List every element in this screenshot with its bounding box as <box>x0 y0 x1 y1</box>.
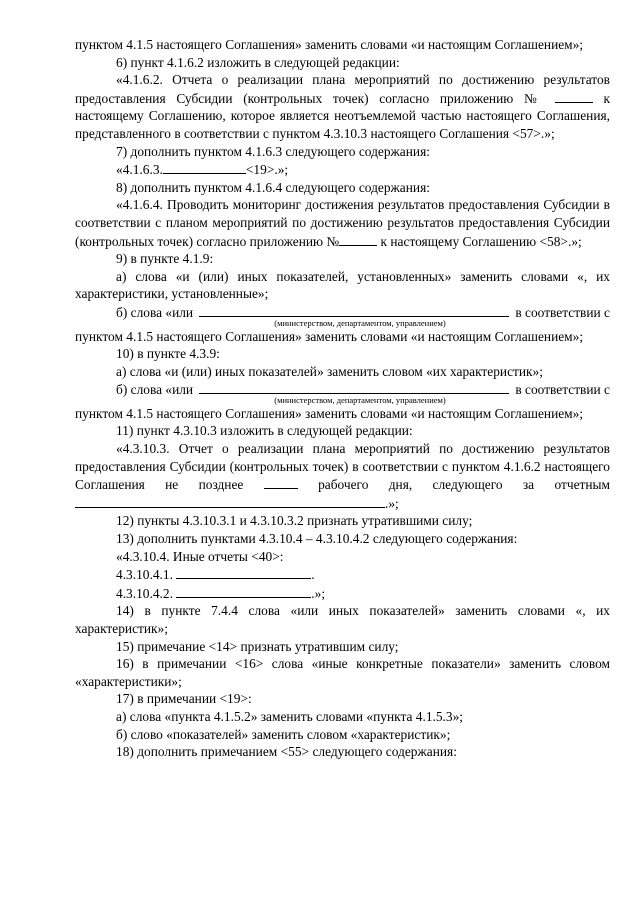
paragraph-24: 15) примечание <14> признать утратившим силу; <box>116 638 399 654</box>
paragraph-20: «4.3.10.4. Иные отчеты <40>: <box>116 548 284 564</box>
blank-field <box>176 584 311 598</box>
paragraph-3-text: «4.1.6.2. Отчета о реализации плана мероприятий по достижению результатов предоставления Субсидии (контрольных точек) согласно приложению № <box>75 72 610 106</box>
paragraph-12: 10) в пункте 4.3.9: <box>116 346 220 362</box>
paragraph-22-text-a: 4.3.10.4.2. <box>116 585 173 601</box>
paragraph-11: пунктом 4.1.5 настоящего Соглашения» заменить словами «и настоящим Соглашением»; <box>75 328 584 344</box>
paragraph-10-text-b: в соответствии с <box>515 304 610 320</box>
paragraph-29: 18) дополнить примечанием <55> следующего содержания: <box>116 744 457 760</box>
blank-field <box>176 565 311 579</box>
paragraph-15: пунктом 4.1.5 настоящего Соглашения» заменить словами «и настоящим Соглашением»; <box>75 405 584 421</box>
paragraph-3 <box>75 71 610 142</box>
paragraph-27: а) слова «пункта 4.1.5.2» заменить словами «пункта 4.1.5.3»; <box>116 708 464 724</box>
blank-field <box>199 380 509 394</box>
paragraph-5 <box>75 160 610 179</box>
blank-field <box>199 303 509 317</box>
paragraph-25: 16) в примечании <16> слова «иные конкретные показатели» заменить словом «характеристики»; <box>75 656 610 689</box>
paragraph-26: 17) в примечании <19>: <box>116 691 252 707</box>
paragraph-9: а) слова «и (или) иных показателей, установленных» заменить словами «, их характеристики, установленные»; <box>75 268 610 302</box>
paragraph-14-text-b: в соответствии с <box>515 382 610 398</box>
blank-field <box>163 160 246 174</box>
field-hint-2: (министерством, департаментом, управлением) <box>274 394 446 405</box>
blank-field <box>339 232 377 246</box>
paragraph-21-text-b: . <box>311 567 315 583</box>
paragraph-8: 9) в пункте 4.1.9: <box>116 251 214 267</box>
paragraph-6: 8) дополнить пунктом 4.1.6.4 следующего содержания: <box>116 179 430 195</box>
paragraph-1: пунктом 4.1.5 настоящего Соглашения» заменить словами «и настоящим Соглашением»; <box>75 37 584 52</box>
paragraph-7-text-b: к настоящему Соглашению <58>.»; <box>380 233 582 249</box>
paragraph-22 <box>75 584 610 603</box>
paragraph-7-text: «4.1.6.4. Проводить мониторинг достижения результатов предоставления Субсидии в соответствии с планом мероприятий по достижению результатов предоставления Субсидии (контрольных точек) согласно приложению № <box>75 197 610 249</box>
paragraph-5-text-b: <19>.»; <box>245 162 289 178</box>
blank-field <box>264 475 298 489</box>
paragraph-22-text-b: .»; <box>311 585 326 601</box>
paragraph-21-text-a: 4.3.10.4.1. <box>116 567 173 583</box>
paragraph-16: 11) пункт 4.3.10.3 изложить в следующей редакции: <box>116 423 413 439</box>
paragraph-18: 12) пункты 4.3.10.3.1 и 4.3.10.3.2 признать утратившими силу; <box>116 513 473 529</box>
blank-field <box>555 89 593 103</box>
paragraph-4: 7) дополнить пунктом 4.1.6.3 следующего содержания: <box>116 143 430 159</box>
paragraph-17-text-c: .»; <box>385 495 399 511</box>
document-page <box>75 36 610 761</box>
paragraph-21 <box>75 565 610 584</box>
paragraph-3-text-b: к настоящему Соглашению, которое является неотъемлемой частью настоящего Соглашения, представленного в соответствии с пунктом 4.3.10.3 настоящего Соглашения <57>.»; <box>75 90 610 141</box>
paragraph-17-text-b: рабочего дня, следующего за отчетным <box>318 477 610 493</box>
field-hint-1: (министерством, департаментом, управлением) <box>274 317 446 328</box>
paragraph-19: 13) дополнить пунктами 4.3.10.4 – 4.3.10.4.2 следующего содержания: <box>116 531 518 547</box>
paragraph-14-text-a: б) слова «или <box>116 382 194 398</box>
paragraph-2: 6) пункт 4.1.6.2 изложить в следующей редакции: <box>116 54 400 70</box>
paragraph-13: а) слова «и (или) иных показателей» заменить словом «их характеристик»; <box>116 363 543 379</box>
paragraph-10-text-a: б) слова «или <box>116 304 194 320</box>
paragraph-17 <box>75 440 610 512</box>
blank-field <box>75 494 385 508</box>
paragraph-23: 14) в пункте 7.4.4 слова «или иных показателей» заменить словами «, их характеристик»; <box>75 603 610 636</box>
paragraph-7 <box>75 196 610 250</box>
paragraph-5-text-a: «4.1.6.3. <box>116 162 163 178</box>
paragraph-28: б) слово «показателей» заменить словом «характеристик»; <box>116 726 451 742</box>
paragraph-17-text: «4.3.10.3. Отчет о реализации плана мероприятий по достижению результатов предоставления Субсидии (контрольных точек) в соответствии с пунктом 4.1.6.2 настоящего Соглашения не позднее <box>75 441 610 493</box>
